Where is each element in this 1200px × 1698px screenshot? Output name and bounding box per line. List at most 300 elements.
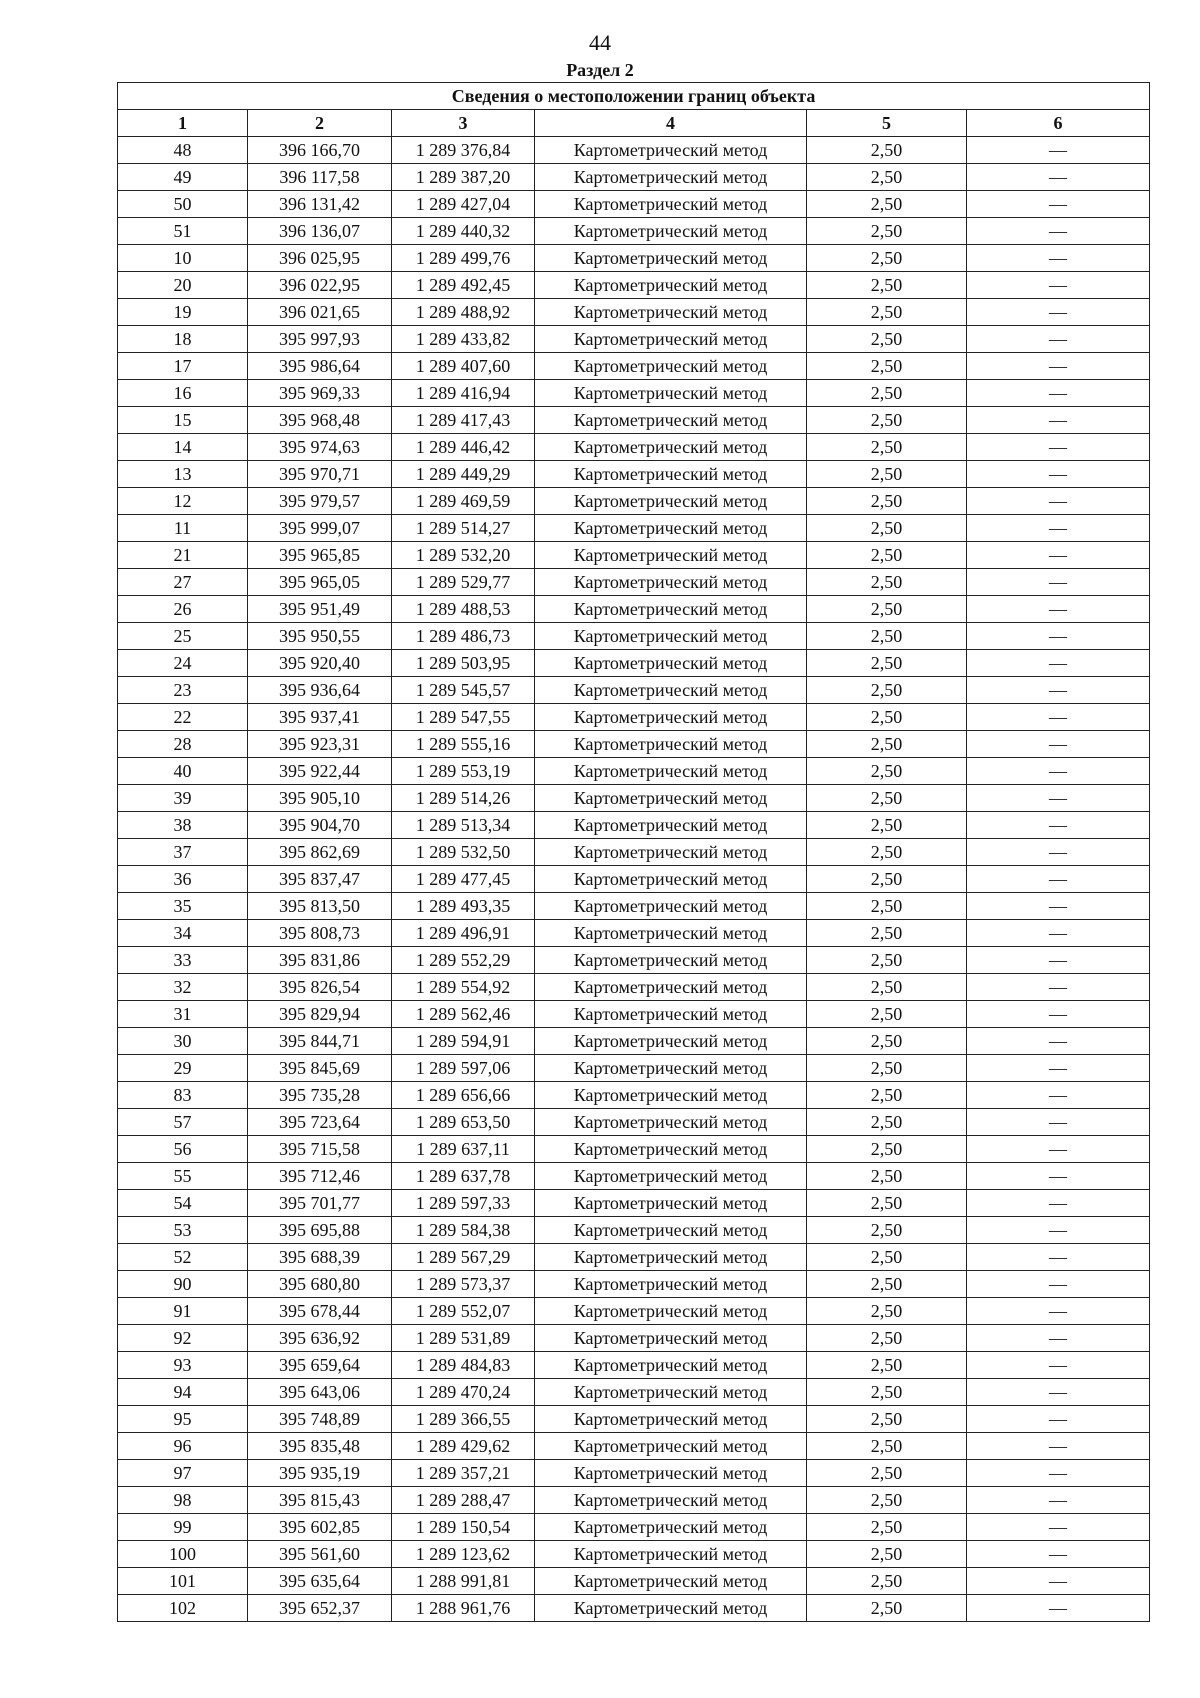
method-cell: Картометрический метод (535, 488, 807, 515)
method-cell: Картометрический метод (535, 434, 807, 461)
accuracy-cell: 2,50 (807, 650, 967, 677)
y-coordinate-cell: 1 289 493,35 (392, 893, 535, 920)
accuracy-cell: 2,50 (807, 731, 967, 758)
x-coordinate-cell: 395 950,55 (248, 623, 392, 650)
point-number-cell: 27 (118, 569, 248, 596)
accuracy-cell: 2,50 (807, 542, 967, 569)
x-coordinate-cell: 395 748,89 (248, 1406, 392, 1433)
description-cell: — (967, 164, 1150, 191)
table-row (118, 677, 1150, 704)
description-cell: — (967, 488, 1150, 515)
x-coordinate-cell: 395 813,50 (248, 893, 392, 920)
table-row (118, 1460, 1150, 1487)
x-coordinate-cell: 395 688,39 (248, 1244, 392, 1271)
method-cell: Картометрический метод (535, 515, 807, 542)
description-cell: — (967, 785, 1150, 812)
table-row (118, 650, 1150, 677)
method-cell: Картометрический метод (535, 920, 807, 947)
x-coordinate-cell: 395 862,69 (248, 839, 392, 866)
accuracy-cell: 2,50 (807, 785, 967, 812)
table-row (118, 1001, 1150, 1028)
point-number-cell: 36 (118, 866, 248, 893)
table-row (118, 245, 1150, 272)
description-cell: — (967, 1109, 1150, 1136)
accuracy-cell: 2,50 (807, 1568, 967, 1595)
y-coordinate-cell: 1 289 637,78 (392, 1163, 535, 1190)
method-cell: Картометрический метод (535, 785, 807, 812)
x-coordinate-cell: 395 936,64 (248, 677, 392, 704)
description-cell: — (967, 407, 1150, 434)
method-cell: Картометрический метод (535, 1352, 807, 1379)
x-coordinate-cell: 395 712,46 (248, 1163, 392, 1190)
x-coordinate-cell: 395 635,64 (248, 1568, 392, 1595)
method-cell: Картометрический метод (535, 407, 807, 434)
x-coordinate-cell: 396 166,70 (248, 137, 392, 164)
method-cell: Картометрический метод (535, 326, 807, 353)
table-row (118, 1271, 1150, 1298)
column-header: 3 (392, 110, 535, 137)
y-coordinate-cell: 1 289 567,29 (392, 1244, 535, 1271)
table-row (118, 1568, 1150, 1595)
method-cell: Картометрический метод (535, 1001, 807, 1028)
point-number-cell: 38 (118, 812, 248, 839)
accuracy-cell: 2,50 (807, 866, 967, 893)
y-coordinate-cell: 1 289 637,11 (392, 1136, 535, 1163)
accuracy-cell: 2,50 (807, 1487, 967, 1514)
point-number-cell: 102 (118, 1595, 248, 1622)
table-row (118, 191, 1150, 218)
accuracy-cell: 2,50 (807, 353, 967, 380)
table-row (118, 1082, 1150, 1109)
accuracy-cell: 2,50 (807, 164, 967, 191)
y-coordinate-cell: 1 289 492,45 (392, 272, 535, 299)
x-coordinate-cell: 395 815,43 (248, 1487, 392, 1514)
description-cell: — (967, 245, 1150, 272)
description-cell: — (967, 1190, 1150, 1217)
method-cell: Картометрический метод (535, 272, 807, 299)
point-number-cell: 57 (118, 1109, 248, 1136)
method-cell: Картометрический метод (535, 812, 807, 839)
table-row (118, 1136, 1150, 1163)
y-coordinate-cell: 1 289 496,91 (392, 920, 535, 947)
point-number-cell: 22 (118, 704, 248, 731)
description-cell: — (967, 1406, 1150, 1433)
description-cell: — (967, 1352, 1150, 1379)
y-coordinate-cell: 1 289 513,34 (392, 812, 535, 839)
table-row (118, 920, 1150, 947)
method-cell: Картометрический метод (535, 164, 807, 191)
table-row (118, 461, 1150, 488)
y-coordinate-cell: 1 289 532,20 (392, 542, 535, 569)
y-coordinate-cell: 1 289 594,91 (392, 1028, 535, 1055)
x-coordinate-cell: 395 923,31 (248, 731, 392, 758)
point-number-cell: 92 (118, 1325, 248, 1352)
table-row (118, 758, 1150, 785)
accuracy-cell: 2,50 (807, 704, 967, 731)
method-cell: Картометрический метод (535, 704, 807, 731)
table-row (118, 1217, 1150, 1244)
method-cell: Картометрический метод (535, 1595, 807, 1622)
point-number-cell: 10 (118, 245, 248, 272)
method-cell: Картометрический метод (535, 1190, 807, 1217)
description-cell: — (967, 1514, 1150, 1541)
y-coordinate-cell: 1 289 387,20 (392, 164, 535, 191)
accuracy-cell: 2,50 (807, 434, 967, 461)
method-cell: Картометрический метод (535, 1433, 807, 1460)
x-coordinate-cell: 396 022,95 (248, 272, 392, 299)
x-coordinate-cell: 395 844,71 (248, 1028, 392, 1055)
x-coordinate-cell: 395 965,85 (248, 542, 392, 569)
table-caption-row (118, 83, 1150, 110)
description-cell: — (967, 1136, 1150, 1163)
description-cell: — (967, 731, 1150, 758)
description-cell: — (967, 434, 1150, 461)
accuracy-cell: 2,50 (807, 326, 967, 353)
method-cell: Картометрический метод (535, 758, 807, 785)
table-row (118, 1298, 1150, 1325)
table-row (118, 1028, 1150, 1055)
description-cell: — (967, 812, 1150, 839)
y-coordinate-cell: 1 289 597,33 (392, 1190, 535, 1217)
table-row (118, 1055, 1150, 1082)
x-coordinate-cell: 395 997,93 (248, 326, 392, 353)
description-cell: — (967, 1379, 1150, 1406)
accuracy-cell: 2,50 (807, 1460, 967, 1487)
point-number-cell: 35 (118, 893, 248, 920)
x-coordinate-cell: 396 117,58 (248, 164, 392, 191)
x-coordinate-cell: 395 969,33 (248, 380, 392, 407)
method-cell: Картометрический метод (535, 569, 807, 596)
point-number-cell: 21 (118, 542, 248, 569)
accuracy-cell: 2,50 (807, 461, 967, 488)
accuracy-cell: 2,50 (807, 1325, 967, 1352)
point-number-cell: 11 (118, 515, 248, 542)
method-cell: Картометрический метод (535, 380, 807, 407)
method-cell: Картометрический метод (535, 1487, 807, 1514)
description-cell: — (967, 1217, 1150, 1244)
point-number-cell: 25 (118, 623, 248, 650)
table-row (118, 866, 1150, 893)
accuracy-cell: 2,50 (807, 1136, 967, 1163)
y-coordinate-cell: 1 289 514,26 (392, 785, 535, 812)
point-number-cell: 29 (118, 1055, 248, 1082)
table-row (118, 164, 1150, 191)
y-coordinate-cell: 1 289 656,66 (392, 1082, 535, 1109)
method-cell: Картометрический метод (535, 299, 807, 326)
x-coordinate-cell: 395 808,73 (248, 920, 392, 947)
point-number-cell: 96 (118, 1433, 248, 1460)
description-cell: — (967, 1568, 1150, 1595)
point-number-cell: 53 (118, 1217, 248, 1244)
accuracy-cell: 2,50 (807, 1514, 967, 1541)
point-number-cell: 52 (118, 1244, 248, 1271)
point-number-cell: 95 (118, 1406, 248, 1433)
point-number-cell: 90 (118, 1271, 248, 1298)
y-coordinate-cell: 1 289 552,07 (392, 1298, 535, 1325)
table-row (118, 1514, 1150, 1541)
point-number-cell: 94 (118, 1379, 248, 1406)
table-row (118, 1325, 1150, 1352)
y-coordinate-cell: 1 289 469,59 (392, 488, 535, 515)
description-cell: — (967, 515, 1150, 542)
description-cell: — (967, 569, 1150, 596)
accuracy-cell: 2,50 (807, 407, 967, 434)
table-row (118, 1595, 1150, 1622)
accuracy-cell: 2,50 (807, 758, 967, 785)
point-number-cell: 93 (118, 1352, 248, 1379)
y-coordinate-cell: 1 289 288,47 (392, 1487, 535, 1514)
x-coordinate-cell: 395 920,40 (248, 650, 392, 677)
y-coordinate-cell: 1 288 991,81 (392, 1568, 535, 1595)
y-coordinate-cell: 1 289 446,42 (392, 434, 535, 461)
accuracy-cell: 2,50 (807, 1406, 967, 1433)
column-header: 2 (248, 110, 392, 137)
method-cell: Картометрический метод (535, 839, 807, 866)
point-number-cell: 20 (118, 272, 248, 299)
description-cell: — (967, 191, 1150, 218)
x-coordinate-cell: 395 845,69 (248, 1055, 392, 1082)
y-coordinate-cell: 1 289 597,06 (392, 1055, 535, 1082)
description-cell: — (967, 1082, 1150, 1109)
point-number-cell: 26 (118, 596, 248, 623)
point-number-cell: 34 (118, 920, 248, 947)
table-caption: Сведения о местоположении границ объекта (118, 83, 1150, 110)
description-cell: — (967, 218, 1150, 245)
accuracy-cell: 2,50 (807, 1190, 967, 1217)
x-coordinate-cell: 396 021,65 (248, 299, 392, 326)
table-row (118, 704, 1150, 731)
y-coordinate-cell: 1 289 416,94 (392, 380, 535, 407)
method-cell: Картометрический метод (535, 1217, 807, 1244)
x-coordinate-cell: 395 974,63 (248, 434, 392, 461)
point-number-cell: 98 (118, 1487, 248, 1514)
point-number-cell: 83 (118, 1082, 248, 1109)
method-cell: Картометрический метод (535, 1406, 807, 1433)
point-number-cell: 39 (118, 785, 248, 812)
x-coordinate-cell: 395 835,48 (248, 1433, 392, 1460)
y-coordinate-cell: 1 289 440,32 (392, 218, 535, 245)
table-row (118, 488, 1150, 515)
description-cell: — (967, 461, 1150, 488)
table-body (118, 137, 1150, 1622)
x-coordinate-cell: 395 602,85 (248, 1514, 392, 1541)
accuracy-cell: 2,50 (807, 1244, 967, 1271)
description-cell: — (967, 272, 1150, 299)
point-number-cell: 17 (118, 353, 248, 380)
method-cell: Картометрический метод (535, 1379, 807, 1406)
description-cell: — (967, 758, 1150, 785)
x-coordinate-cell: 395 951,49 (248, 596, 392, 623)
table-row (118, 326, 1150, 353)
accuracy-cell: 2,50 (807, 947, 967, 974)
method-cell: Картометрический метод (535, 137, 807, 164)
description-cell: — (967, 974, 1150, 1001)
y-coordinate-cell: 1 288 961,76 (392, 1595, 535, 1622)
description-cell: — (967, 920, 1150, 947)
description-cell: — (967, 542, 1150, 569)
y-coordinate-cell: 1 289 532,50 (392, 839, 535, 866)
point-number-cell: 50 (118, 191, 248, 218)
y-coordinate-cell: 1 289 449,29 (392, 461, 535, 488)
table-row (118, 1541, 1150, 1568)
accuracy-cell: 2,50 (807, 299, 967, 326)
accuracy-cell: 2,50 (807, 272, 967, 299)
x-coordinate-cell: 395 715,58 (248, 1136, 392, 1163)
description-cell: — (967, 299, 1150, 326)
description-cell: — (967, 1298, 1150, 1325)
y-coordinate-cell: 1 289 376,84 (392, 137, 535, 164)
table-row (118, 569, 1150, 596)
y-coordinate-cell: 1 289 547,55 (392, 704, 535, 731)
table-row (118, 1244, 1150, 1271)
y-coordinate-cell: 1 289 562,46 (392, 1001, 535, 1028)
accuracy-cell: 2,50 (807, 1379, 967, 1406)
description-cell: — (967, 1325, 1150, 1352)
point-number-cell: 91 (118, 1298, 248, 1325)
x-coordinate-cell: 395 652,37 (248, 1595, 392, 1622)
method-cell: Картометрический метод (535, 974, 807, 1001)
table-row (118, 1352, 1150, 1379)
x-coordinate-cell: 395 837,47 (248, 866, 392, 893)
method-cell: Картометрический метод (535, 1568, 807, 1595)
point-number-cell: 40 (118, 758, 248, 785)
accuracy-cell: 2,50 (807, 1595, 967, 1622)
table-row (118, 353, 1150, 380)
method-cell: Картометрический метод (535, 191, 807, 218)
description-cell: — (967, 1244, 1150, 1271)
point-number-cell: 23 (118, 677, 248, 704)
method-cell: Картометрический метод (535, 542, 807, 569)
y-coordinate-cell: 1 289 427,04 (392, 191, 535, 218)
x-coordinate-cell: 396 136,07 (248, 218, 392, 245)
x-coordinate-cell: 395 826,54 (248, 974, 392, 1001)
y-coordinate-cell: 1 289 407,60 (392, 353, 535, 380)
point-number-cell: 16 (118, 380, 248, 407)
x-coordinate-cell: 395 905,10 (248, 785, 392, 812)
accuracy-cell: 2,50 (807, 569, 967, 596)
method-cell: Картометрический метод (535, 1109, 807, 1136)
method-cell: Картометрический метод (535, 650, 807, 677)
accuracy-cell: 2,50 (807, 1217, 967, 1244)
method-cell: Картометрический метод (535, 1244, 807, 1271)
table-row (118, 542, 1150, 569)
accuracy-cell: 2,50 (807, 191, 967, 218)
x-coordinate-cell: 395 970,71 (248, 461, 392, 488)
method-cell: Картометрический метод (535, 1136, 807, 1163)
boundary-coordinates-table (117, 82, 1150, 1622)
method-cell: Картометрический метод (535, 1541, 807, 1568)
point-number-cell: 19 (118, 299, 248, 326)
table-row (118, 623, 1150, 650)
point-number-cell: 49 (118, 164, 248, 191)
y-coordinate-cell: 1 289 503,95 (392, 650, 535, 677)
y-coordinate-cell: 1 289 553,19 (392, 758, 535, 785)
accuracy-cell: 2,50 (807, 1028, 967, 1055)
y-coordinate-cell: 1 289 499,76 (392, 245, 535, 272)
y-coordinate-cell: 1 289 554,92 (392, 974, 535, 1001)
accuracy-cell: 2,50 (807, 515, 967, 542)
y-coordinate-cell: 1 289 531,89 (392, 1325, 535, 1352)
table-row (118, 785, 1150, 812)
accuracy-cell: 2,50 (807, 137, 967, 164)
method-cell: Картометрический метод (535, 947, 807, 974)
description-cell: — (967, 866, 1150, 893)
method-cell: Картометрический метод (535, 1028, 807, 1055)
accuracy-cell: 2,50 (807, 677, 967, 704)
x-coordinate-cell: 395 937,41 (248, 704, 392, 731)
table-row (118, 596, 1150, 623)
y-coordinate-cell: 1 289 417,43 (392, 407, 535, 434)
description-cell: — (967, 1001, 1150, 1028)
section-title: Раздел 2 (566, 60, 634, 80)
accuracy-cell: 2,50 (807, 1082, 967, 1109)
accuracy-cell: 2,50 (807, 1001, 967, 1028)
table-row (118, 812, 1150, 839)
accuracy-cell: 2,50 (807, 1109, 967, 1136)
x-coordinate-cell: 395 986,64 (248, 353, 392, 380)
y-coordinate-cell: 1 289 552,29 (392, 947, 535, 974)
x-coordinate-cell: 396 025,95 (248, 245, 392, 272)
accuracy-cell: 2,50 (807, 1271, 967, 1298)
x-coordinate-cell: 395 695,88 (248, 1217, 392, 1244)
point-number-cell: 18 (118, 326, 248, 353)
method-cell: Картометрический метод (535, 596, 807, 623)
description-cell: — (967, 1487, 1150, 1514)
x-coordinate-cell: 395 723,64 (248, 1109, 392, 1136)
x-coordinate-cell: 395 659,64 (248, 1352, 392, 1379)
method-cell: Картометрический метод (535, 1271, 807, 1298)
table-row (118, 1487, 1150, 1514)
accuracy-cell: 2,50 (807, 839, 967, 866)
method-cell: Картометрический метод (535, 623, 807, 650)
table-row (118, 974, 1150, 1001)
description-cell: — (967, 353, 1150, 380)
point-number-cell: 13 (118, 461, 248, 488)
x-coordinate-cell: 395 636,92 (248, 1325, 392, 1352)
x-coordinate-cell: 395 979,57 (248, 488, 392, 515)
page-number: 44 (589, 30, 611, 55)
accuracy-cell: 2,50 (807, 488, 967, 515)
table-row (118, 515, 1150, 542)
method-cell: Картометрический метод (535, 353, 807, 380)
x-coordinate-cell: 395 831,86 (248, 947, 392, 974)
y-coordinate-cell: 1 289 529,77 (392, 569, 535, 596)
table-row (118, 272, 1150, 299)
y-coordinate-cell: 1 289 484,83 (392, 1352, 535, 1379)
description-cell: — (967, 1271, 1150, 1298)
table-row (118, 380, 1150, 407)
point-number-cell: 33 (118, 947, 248, 974)
y-coordinate-cell: 1 289 555,16 (392, 731, 535, 758)
x-coordinate-cell: 395 968,48 (248, 407, 392, 434)
x-coordinate-cell: 395 904,70 (248, 812, 392, 839)
description-cell: — (967, 947, 1150, 974)
point-number-cell: 30 (118, 1028, 248, 1055)
column-header: 1 (118, 110, 248, 137)
table-row (118, 731, 1150, 758)
accuracy-cell: 2,50 (807, 1055, 967, 1082)
point-number-cell: 24 (118, 650, 248, 677)
description-cell: — (967, 704, 1150, 731)
accuracy-cell: 2,50 (807, 1298, 967, 1325)
description-cell: — (967, 650, 1150, 677)
description-cell: — (967, 677, 1150, 704)
accuracy-cell: 2,50 (807, 974, 967, 1001)
x-coordinate-cell: 395 643,06 (248, 1379, 392, 1406)
point-number-cell: 15 (118, 407, 248, 434)
method-cell: Картометрический метод (535, 1055, 807, 1082)
point-number-cell: 37 (118, 839, 248, 866)
